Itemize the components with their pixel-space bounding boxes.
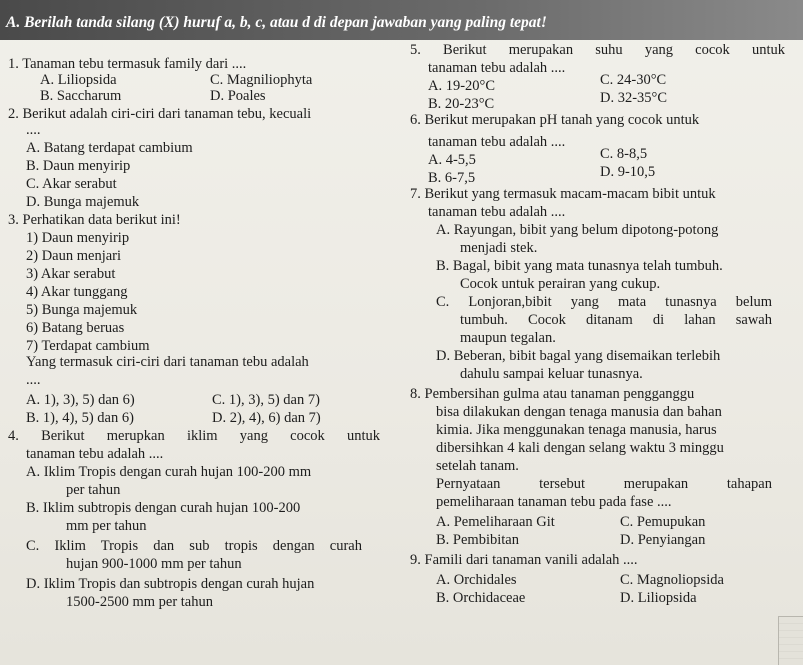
q2-option-d[interactable]: D. Bunga majemuk bbox=[26, 194, 140, 210]
q8-option-a[interactable]: A. Pemeliharaan Git bbox=[436, 514, 555, 530]
q7-option-c[interactable]: C. Lonjoran,bibit yang mata tunasnya belum bbox=[436, 294, 772, 310]
q3-option-b[interactable]: B. 1), 4), 5) dan 6) bbox=[26, 410, 134, 426]
q1-option-d[interactable]: D. Poales bbox=[210, 88, 266, 104]
q3-option-c[interactable]: C. 1), 3), 5) dan 7) bbox=[212, 392, 320, 408]
q5-stem-line1: 5. Berikut merupakan suhu yang cocok untuk bbox=[410, 42, 785, 58]
q8-line5: setelah tanam. bbox=[436, 458, 519, 474]
q5-option-a[interactable]: A. 19-20°C bbox=[428, 78, 496, 94]
q6-option-d[interactable]: D. 9-10,5 bbox=[600, 164, 656, 180]
q8-option-c[interactable]: C. Pemupukan bbox=[620, 514, 706, 530]
q8-line6: Pernyataan tersebut merupakan tahapan bbox=[436, 476, 772, 492]
page-corner-decoration bbox=[778, 616, 803, 665]
q6-stem-line1: 6. Berikut merupakan pH tanah yang cocok untuk bbox=[410, 112, 700, 128]
q3-option-d[interactable]: D. 2), 4), 6) dan 7) bbox=[212, 410, 321, 426]
q3-item: 2) Daun menjari bbox=[26, 248, 122, 264]
q4-stem-line1: 4. Berikut merupkan iklim yang cocok untuk bbox=[8, 428, 380, 444]
q7-option-d-cont: dahulu sampai keluar tunasnya. bbox=[460, 366, 643, 382]
q6-option-a[interactable]: A. 4-5,5 bbox=[428, 152, 476, 168]
q4-option-d-cont: 1500-2500 mm per tahun bbox=[66, 594, 213, 610]
q7-option-b-cont: Cocok untuk perairan yang cukup. bbox=[460, 276, 661, 292]
q4-option-b-cont: mm per tahun bbox=[66, 518, 147, 534]
q3-stem: 3. Perhatikan data berikut ini! bbox=[8, 212, 181, 228]
q8-line4: dibersihkan 4 kali dengan selang waktu 3 minggu bbox=[436, 440, 724, 456]
q4-option-a-cont: per tahun bbox=[66, 482, 121, 498]
q6-option-b[interactable]: B. 6-7,5 bbox=[428, 170, 476, 186]
q3-item: 5) Bunga majemuk bbox=[26, 302, 138, 318]
q9-option-c[interactable]: C. Magnoliopsida bbox=[620, 572, 724, 588]
q3-dots: .... bbox=[26, 372, 41, 388]
q4-stem-line2: tanaman tebu adalah .... bbox=[26, 446, 164, 462]
q5-option-b[interactable]: B. 20-23°C bbox=[428, 96, 495, 112]
q9-option-d[interactable]: D. Liliopsida bbox=[620, 590, 697, 606]
q4-option-a[interactable]: A. Iklim Tropis dengan curah hujan 100-200 mm bbox=[26, 464, 312, 480]
q8-line1: 8. Pembersihan gulma atau tanaman pengganggu bbox=[410, 386, 695, 402]
q4-option-c[interactable]: C. Iklim Tropis dan sub tropis dengan curah bbox=[26, 538, 362, 554]
q9-option-a[interactable]: A. Orchidales bbox=[436, 572, 517, 588]
q7-stem-line1: 7. Berikut yang termasuk macam-macam bibit untuk bbox=[410, 186, 716, 202]
q1-option-c[interactable]: C. Magniliophyta bbox=[210, 72, 313, 88]
q6-option-c[interactable]: C. 8-8,5 bbox=[600, 146, 648, 162]
q4-option-c-cont: hujan 900-1000 mm per tahun bbox=[66, 556, 242, 572]
q3-question: Yang termasuk ciri-ciri dari tanaman tebu adalah bbox=[26, 354, 309, 370]
q7-stem-line2: tanaman tebu adalah .... bbox=[428, 204, 566, 220]
q8-line3: kimia. Jika menggunakan tenaga manusia, harus bbox=[436, 422, 717, 438]
q8-line7: pemeliharaan tanaman tebu pada fase .... bbox=[436, 494, 672, 510]
q1-stem: 1. Tanaman tebu termasuk family dari .... bbox=[8, 56, 247, 72]
q4-option-b[interactable]: B. Iklim subtropis dengan curah hujan 100-200 bbox=[26, 500, 301, 516]
q7-option-c-cont: tumbuh. Cocok ditanam di lahan sawah bbox=[460, 312, 772, 328]
q9-stem: 9. Famili dari tanaman vanili adalah .... bbox=[410, 552, 638, 568]
q7-option-b[interactable]: B. Bagal, bibit yang mata tunasnya telah tumbuh. bbox=[436, 258, 723, 274]
q2-option-b[interactable]: B. Daun menyirip bbox=[26, 158, 131, 174]
q7-option-a-cont: menjadi stek. bbox=[460, 240, 538, 256]
q3-option-a[interactable]: A. 1), 3), 5) dan 6) bbox=[26, 392, 135, 408]
q7-option-d[interactable]: D. Beberan, bibit bagal yang disemaikan terlebih bbox=[436, 348, 721, 364]
q8-line2: bisa dilakukan dengan tenaga manusia dan bahan bbox=[436, 404, 722, 420]
q8-option-d[interactable]: D. Penyiangan bbox=[620, 532, 706, 548]
q2-option-c[interactable]: C. Akar serabut bbox=[26, 176, 117, 192]
q5-option-c[interactable]: C. 24-30°C bbox=[600, 72, 667, 88]
q1-option-b[interactable]: B. Saccharum bbox=[40, 88, 122, 104]
q2-option-a[interactable]: A. Batang terdapat cambium bbox=[26, 140, 193, 156]
q5-option-d[interactable]: D. 32-35°C bbox=[600, 90, 668, 106]
q3-item: 1) Daun menyirip bbox=[26, 230, 130, 246]
instruction-banner bbox=[0, 0, 803, 40]
q1-option-a[interactable]: A. Liliopsida bbox=[40, 72, 117, 88]
q3-item: 3) Akar serabut bbox=[26, 266, 116, 282]
q2-stem: 2. Berikut adalah ciri-ciri dari tanaman tebu, kecuali bbox=[8, 106, 312, 122]
q5-stem-line2: tanaman tebu adalah .... bbox=[428, 60, 566, 76]
q2-dots: .... bbox=[26, 122, 41, 138]
q3-item: 4) Akar tunggang bbox=[26, 284, 128, 300]
q3-item: 6) Batang beruas bbox=[26, 320, 125, 336]
q9-option-b[interactable]: B. Orchidaceae bbox=[436, 590, 526, 606]
q3-item: 7) Terdapat cambium bbox=[26, 338, 150, 354]
instruction-text: A. Berilah tanda silang (X) huruf a, b, c, atau d di depan jawaban yang paling tepat! bbox=[6, 14, 547, 31]
q8-option-b[interactable]: B. Pembibitan bbox=[436, 532, 519, 548]
q4-option-d[interactable]: D. Iklim Tropis dan subtropis dengan curah hujan bbox=[26, 576, 315, 592]
q6-stem-line2: tanaman tebu adalah .... bbox=[428, 134, 566, 150]
q7-option-c-cont2: maupun tegalan. bbox=[460, 330, 556, 346]
q7-option-a[interactable]: A. Rayungan, bibit yang belum dipotong-potong bbox=[436, 222, 719, 238]
